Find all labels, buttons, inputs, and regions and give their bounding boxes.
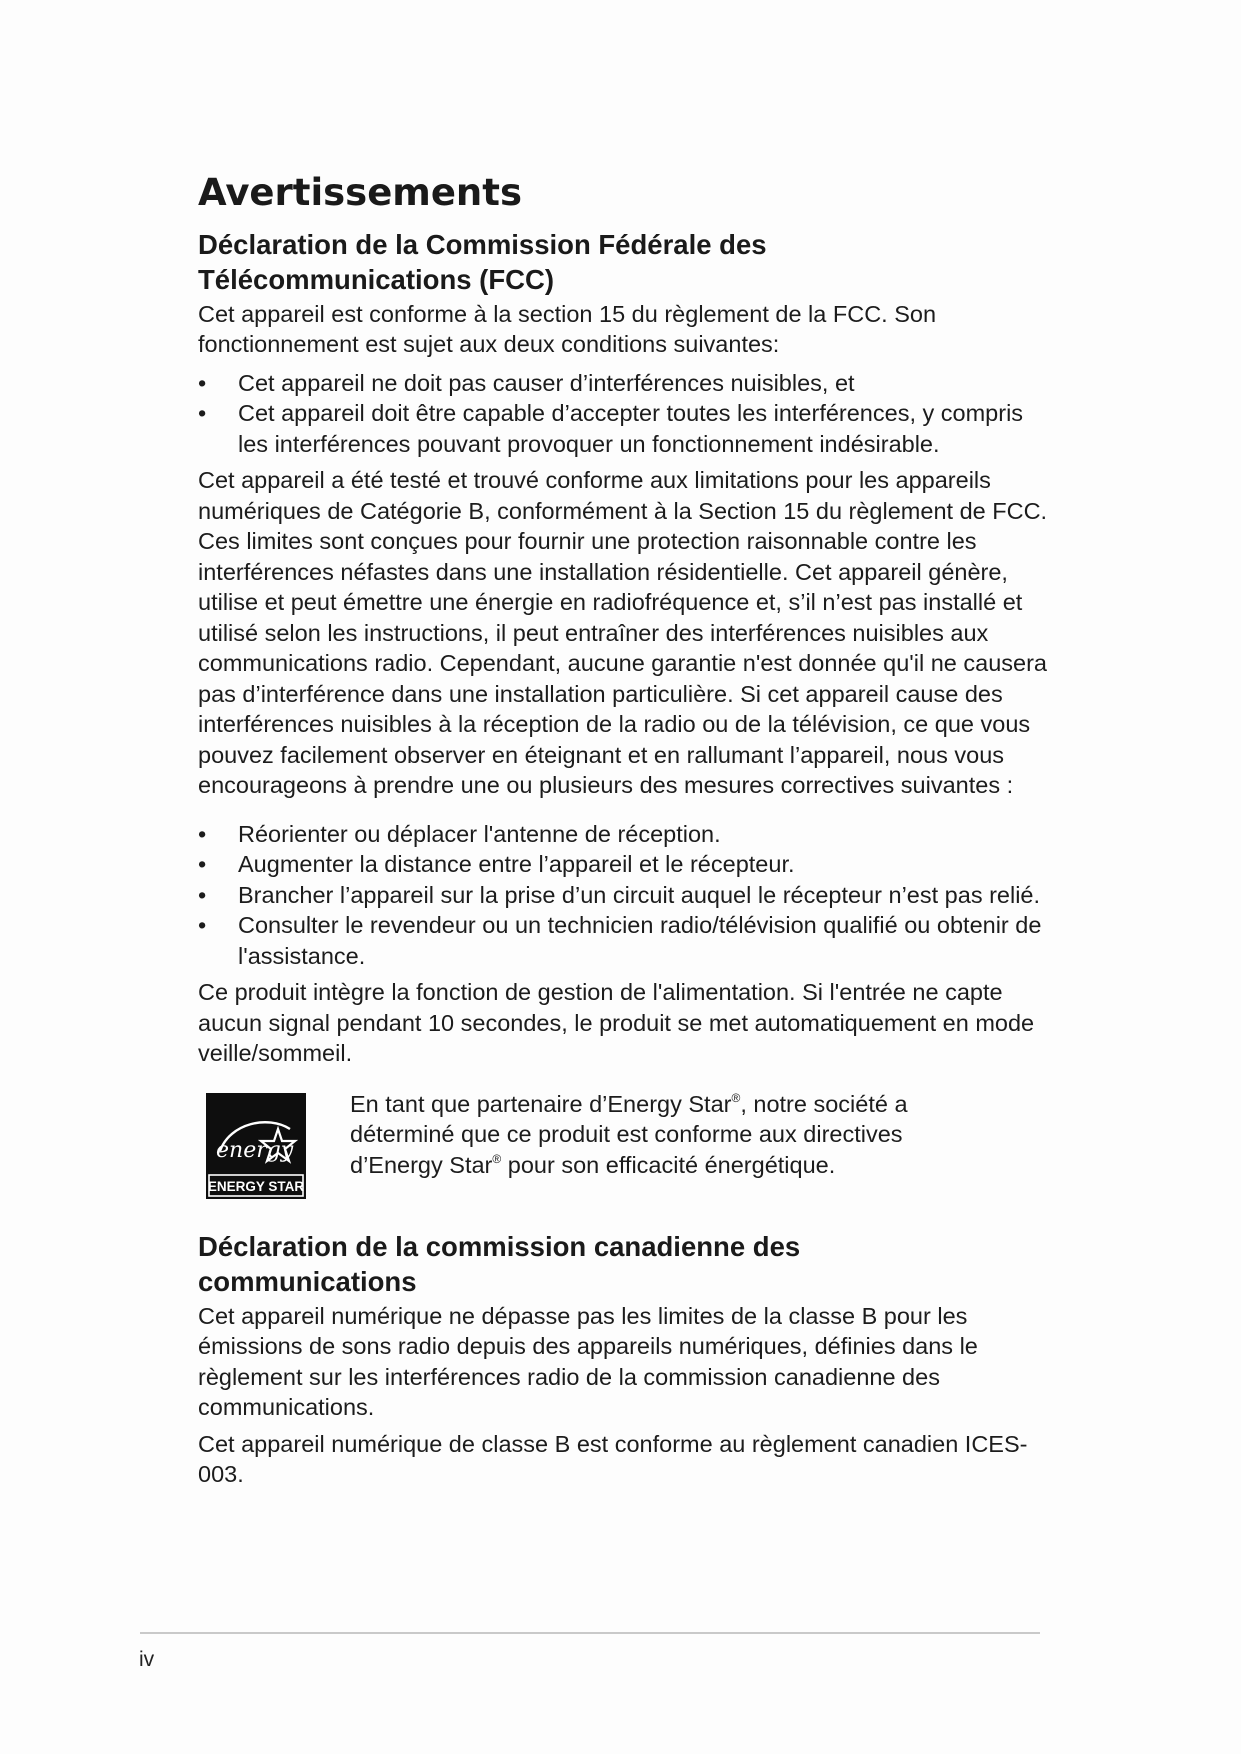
bullet-icon: • xyxy=(198,400,207,427)
registered-mark: ® xyxy=(731,1090,741,1105)
power-management-note: Ce produit intègre la fonction de gestion de l'alimentation. Si l'entrée ne capte aucun signal pendant 10 secondes, le produit se met automatiquement en mode veille/sommeil. xyxy=(198,979,1035,1067)
bullet-icon: • xyxy=(198,369,207,396)
footer-divider xyxy=(140,1632,1040,1634)
bullet-icon: • xyxy=(198,912,207,939)
list-item: • Réorienter ou déplacer l'antenne de réception. xyxy=(198,819,1048,850)
fcc-measures-list xyxy=(198,819,1048,972)
canada-heading xyxy=(198,1229,1048,1299)
bullet-icon: • xyxy=(198,851,207,878)
fcc-heading xyxy=(198,227,1048,297)
energy-star-label: ENERGY STAR xyxy=(207,1178,305,1194)
list-item: • Brancher l’appareil sur la prise d’un circuit auquel le récepteur n’est pas relié. xyxy=(198,880,1048,911)
bullet-icon: • xyxy=(198,881,207,908)
page-number: iv xyxy=(139,1648,155,1671)
energy-star-block xyxy=(198,1089,1048,1199)
energy-star-logo-icon xyxy=(206,1093,306,1199)
fcc-body: Cet appareil a été testé et trouvé conforme aux limitations pour les appareils numériques de Catégorie B, conformément à la Section 15 du règlement de FCC. Ces limites sont conçues pour fournir une protection raisonnable contre les interférences néfastes dans une installation résidentielle. Cet appareil génère, utilise et peut émettre une énergie en radiofréquence et, s’il n’est pas installé et utilisé selon les instructions, il peut entraîner des interférences nuisibles aux communications radio. Cependant, aucune garantie n'est donnée qu'il ne causera pas d’interférence dans une installation particulière. Si cet appareil cause des interférences nuisibles à la réception de la radio ou de la télévision, ce que vous pouvez facilement observer en éteignant et en rallumant l’appareil, nous vous encourageons à prendre une ou plusieurs des mesures correctives suivantes : xyxy=(198,467,1048,799)
energy-star-text: En tant que partenaire d’Energy Star®, notre société a déterminé que ce produit est conforme aux directives d’Energy Star® pour son efficacité énergétique. xyxy=(350,1090,908,1178)
document-body xyxy=(198,172,1048,1490)
energy-script-text: energy xyxy=(216,1137,294,1163)
bullet-icon: • xyxy=(198,820,207,847)
page-title: Avertissements xyxy=(198,171,522,214)
list-item: • Cet appareil ne doit pas causer d’interférences nuisibles, et xyxy=(198,368,1048,399)
fcc-heading-line2: Télécommunications (FCC) xyxy=(198,263,555,295)
canada-section xyxy=(198,1229,1048,1490)
canada-heading-line2: communications xyxy=(198,1265,417,1297)
fcc-conditions-list xyxy=(198,368,1048,460)
canada-paragraph-2: Cet appareil numérique de classe B est conforme au règlement canadien ICES-003. xyxy=(198,1430,1028,1488)
list-item: • Cet appareil doit être capable d’accepter toutes les interférences, y compris les interférences pouvant provoquer un fonctionnement indésirable. xyxy=(198,400,1024,457)
canada-heading-line1: Déclaration de la commission canadienne des xyxy=(198,1230,801,1262)
registered-mark: ® xyxy=(492,1151,502,1166)
list-item: • Consulter le revendeur ou un technicien radio/télévision qualifié ou obtenir de l'assistance. xyxy=(198,912,1042,969)
fcc-heading-line1: Déclaration de la Commission Fédérale des xyxy=(198,228,767,260)
canada-paragraph-1: Cet appareil numérique ne dépasse pas les limites de la classe B pour les émissions de sons radio depuis des appareils numériques, définies dans le règlement sur les interférences radio de la commission canadienne des communications. xyxy=(198,1302,978,1421)
fcc-intro: Cet appareil est conforme à la section 15 du règlement de la FCC. Son fonctionnement est sujet aux deux conditions suivantes: xyxy=(198,300,937,358)
list-item: • Augmenter la distance entre l’appareil et le récepteur. xyxy=(198,849,1048,880)
